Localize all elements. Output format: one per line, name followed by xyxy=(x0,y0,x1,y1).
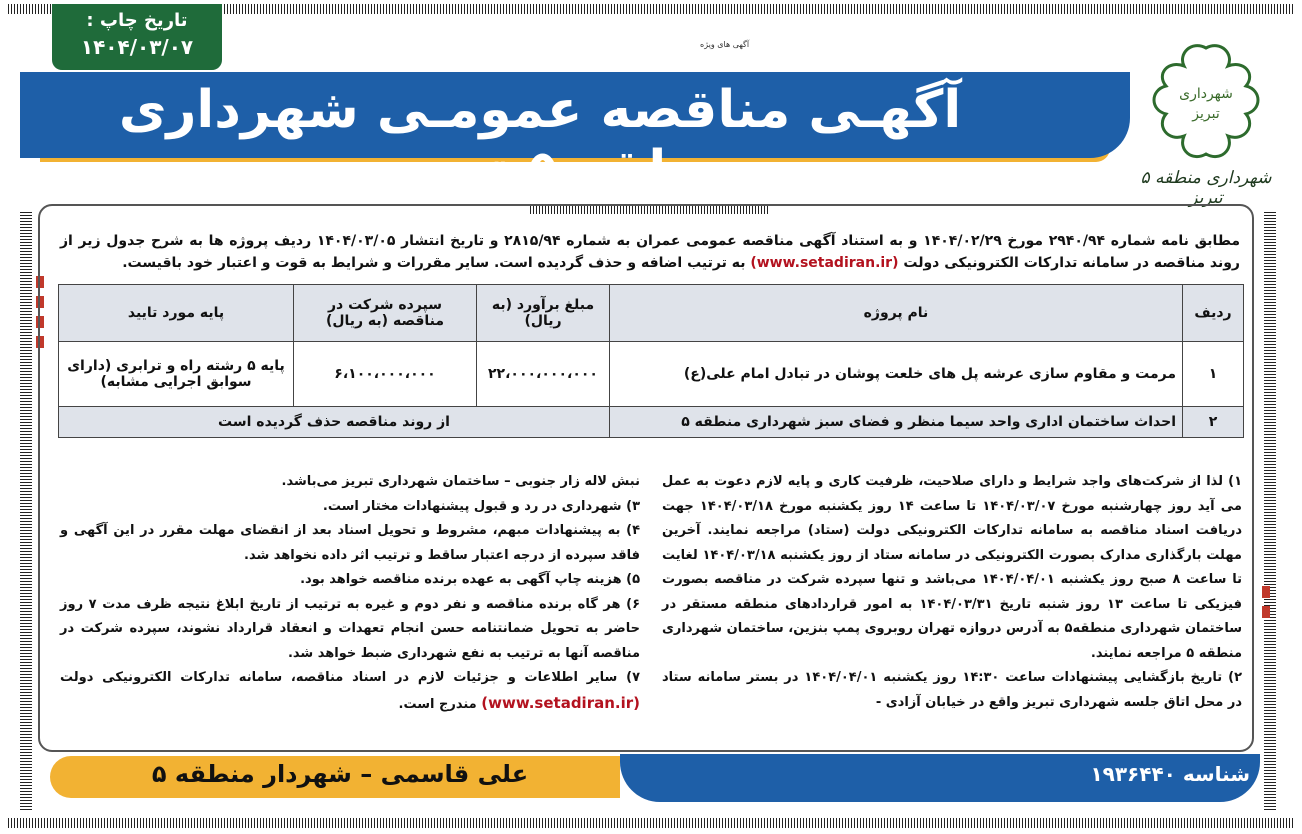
intro-paragraph xyxy=(60,230,1240,274)
table-row xyxy=(59,342,1244,407)
row1-grade: پایه ۵ رشته راه و ترابری (دارای سوابق اجرایی مشابه) xyxy=(59,342,294,407)
clause-7 xyxy=(60,666,640,717)
row2-num: ۲ xyxy=(1183,407,1244,438)
page-title: آگهـی مناقصه عمومـی شهرداری منطقه ۵ تبـــریز xyxy=(118,80,962,200)
logo-caption: شهرداری منطقه ۵ تبریز xyxy=(1140,168,1272,208)
clause-4: ۴) به پیشنهادات مبهم، مشروط و تحویل اسناد بعد از انقضای مهلت مقرر در این آگهی و فاقد سپرده از درجه اعتبار ساقط و ترتیب اثر داده نخواهد شد. xyxy=(60,523,640,563)
clause-2-cont: نبش لاله زار جنوبی – ساختمان شهرداری تبریز می‌باشد. xyxy=(281,474,640,489)
clause-7-url: (www.setadiran.ir) xyxy=(481,693,640,712)
clause-5: ۵) هزینه چاپ آگهی به عهده برنده مناقصه خواهد بود. xyxy=(300,572,640,587)
print-date-badge xyxy=(52,4,222,70)
header-row-num: ردیف xyxy=(1183,285,1244,342)
print-date-value: ۱۴۰۴/۰۳/۰۷ xyxy=(80,35,194,59)
row1-num: ۱ xyxy=(1183,342,1244,407)
clause-3: ۳) شهرداری در رد و قبول پیشنهادات مختار است. xyxy=(322,498,640,514)
intro-text-2: به ترتیب اضافه و حذف گردیده است. سایر مقررات و شرایط به قوت و اعتبار خود باقیست. xyxy=(122,255,746,271)
left-column xyxy=(60,470,640,717)
svg-text:شهرداری: شهرداری xyxy=(1179,86,1233,102)
row1-name: مرمت و مقاوم سازی عرشه پل های خلعت پوشان در تبادل امام علی(ع) xyxy=(610,342,1183,407)
row1-deposit: ۶،۱۰۰،۰۰۰،۰۰۰ xyxy=(294,342,477,407)
intro-text-1: مطابق نامه شماره ۲۹۴۰/۹۴ مورخ ۱۴۰۴/۰۲/۲۹ و به استناد آگهی مناقصه عمومی عمران به شماره ۲۸۱۵/۹۴ و تاریخ انتشار ۱۴۰۴/۰۳/۰۵ ردیف پروژه ها به شرح جدول زیر از روند مناقصه در سامانه تدارکات الکترونیکی دولت xyxy=(60,233,1241,271)
table-header-row xyxy=(59,285,1244,342)
svg-text:تبریز: تبریز xyxy=(1192,106,1220,122)
clause-7-text: ۷) سایر اطلاعات و جزئیات لازم در اسناد مناقصه، سامانه تدارکات الکترونیکی دولت xyxy=(60,670,640,685)
row2-status: از روند مناقصه حذف گردیده است xyxy=(59,407,610,438)
clause-7-end: مندرج است. xyxy=(398,696,477,712)
header-deposit: سپرده شرکت در مناقصه (به ریال) xyxy=(294,285,477,342)
red-marker xyxy=(1262,586,1270,598)
row2-name: احداث ساختمان اداری واحد سیما منظر و فضای سبز شهرداری منطقه ۵ xyxy=(610,407,1183,438)
row1-estimate: ۲۲،۰۰۰،۰۰۰،۰۰۰ xyxy=(477,342,610,407)
projects-table xyxy=(58,284,1244,438)
header-estimate: مبلغ برآورد (به ریال) xyxy=(477,285,610,342)
print-date-label: تاریخ چاپ : xyxy=(86,10,188,31)
right-strip xyxy=(1264,210,1276,810)
clause-2: ۲) تاریخ بازگشایی پیشنهادات ساعت ۱۴:۳۰ روز یکشنبه ۱۴۰۴/۰۴/۰۱ در بستر سامانه ستاد در محل اتاق جلسه شهرداری تبریز واقع در خیابان آزادی - xyxy=(662,670,1242,710)
header-grade: پایه مورد تایید xyxy=(59,285,294,342)
intro-url: (www.setadiran.ir) xyxy=(750,255,899,271)
clause-6: ۶) هر گاه برنده مناقصه و نفر دوم و غیره به ترتیب از تاریخ ابلاغ نتیجه ظرف مدت ۷ روز حاضر به تحویل ضمانتنامه حسن انجام تعهدات و انعقاد قرارداد نشوند، سپرده شرکت در مناقصه آنها به ترتیب به نفع شهرداری ضبط خواهد شد. xyxy=(60,596,640,661)
left-strip xyxy=(20,210,32,810)
signature: علی قاسمی – شهردار منطقه ۵ xyxy=(151,760,529,788)
red-marker xyxy=(1262,606,1270,618)
right-column xyxy=(662,470,1242,715)
header-project-name: نام پروژه xyxy=(610,285,1183,342)
notice-id: شناسه ۱۹۳۶۴۴۰ xyxy=(1090,762,1250,786)
small-note: آگهی های ویژه xyxy=(700,40,750,49)
bottom-border xyxy=(8,818,1294,828)
table-row xyxy=(59,407,1244,438)
clause-1: ۱) لذا از شرکت‌های واجد شرایط و دارای صلاحیت، ظرفیت کاری و پایه لازم دعوت به عمل می آید روز چهارشنبه مورخ ۱۴۰۴/۰۳/۰۷ تا ساعت ۱۴ روز یکشنبه مورخ ۱۴۰۴/۰۳/۱۸ جهت دریافت اسناد مناقصه به سامانه تدارکات الکترونیکی دولت (ستاد) مراجعه نمایند. آخرین مهلت بارگذاری مدارک بصورت الکترونیکی در سامانه ستاد از روز یکشنبه ۱۴۰۴/۰۳/۱۸ لغایت تا ساعت ۸ صبح روز یکشنبه ۱۴۰۴/۰۴/۰۱ می‌باشد و تنها سپرده شرکت در مناقصه بصورت فیزیکی تا ساعت ۱۳ روز شنبه تاریخ ۱۴۰۴/۰۳/۳۱ به امور قراردادهای منطقه مستقر در ساختمان شهرداری منطقه۵ به آدرس دروازه تهران روبروی پمپ بنزین، ساختمان شهرداری منطقه ۵ مراجعه نمایند. xyxy=(662,474,1242,661)
